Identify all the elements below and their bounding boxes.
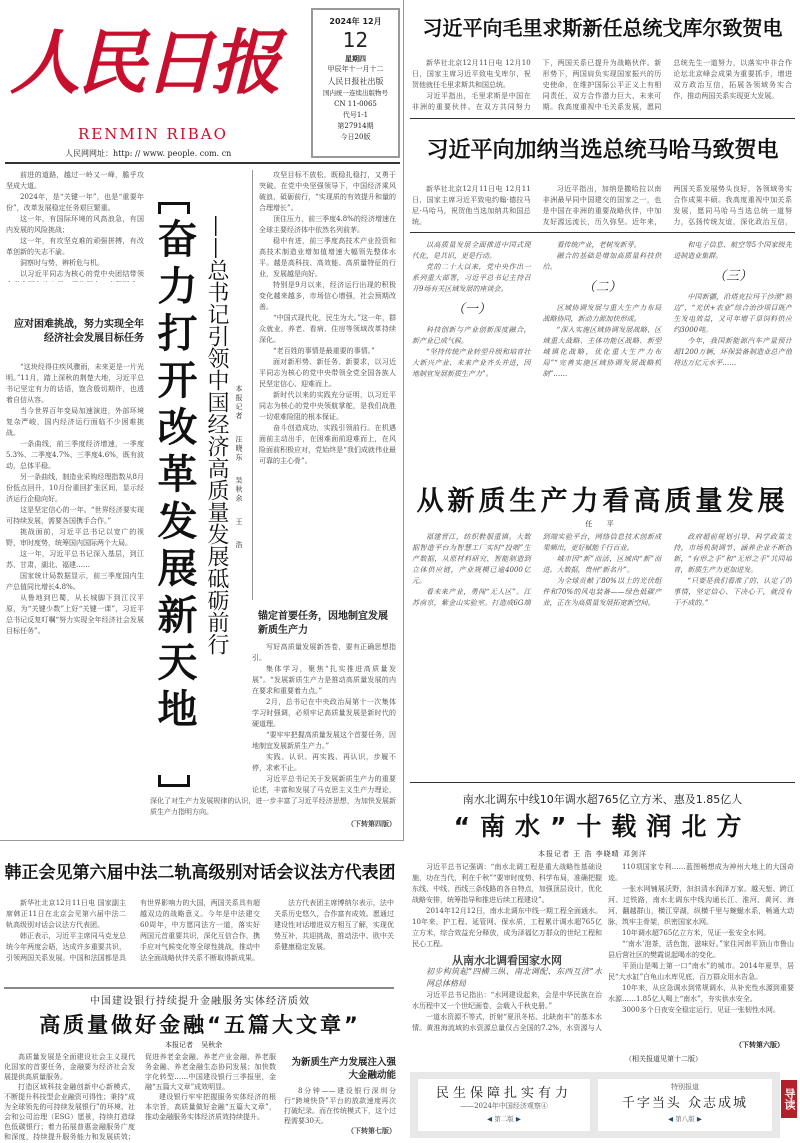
masthead-rule [5,162,400,164]
guide-badge: 导读 [781,1080,797,1118]
story1-body [412,58,792,114]
paragraph: 以高质量发展全面推进中国式现代化，是共识，更是行动。 [412,241,531,260]
paragraph: 前进的道路，越过一岭又一峰，膽乎攻坚成大道。 [6,171,144,190]
bracket-open-icon [158,202,190,214]
paragraph: 党的二十大以来，党中央作出一系列重大部署，习近平总书记主持召开9场有关区域发展的座谈会。 [412,263,531,293]
date-lunar: 甲辰年十一月十二 [327,65,384,73]
water-right-body [608,862,794,1030]
water-byline: 本报记者 王 浩 李晓晴 邓剑洋 [538,850,647,858]
paragraph: 城市因“新”而活，区域向“新”而进。大数据，贵州“新名片”。 [542,555,662,574]
paragraph: 习近平总书记指出：“水网建设起来，会是中华民族在治水历程中又一个世纪画卷，会载入千秋史册。” [412,991,602,1010]
story2-headline[interactable]: 习近平向加纳当选总统马哈马致贺电 [426,138,779,163]
commentary-bottom-body [412,532,792,776]
paragraph: 从鲁地到巴蜀，从长城脚下到江汉平原，为“关键少数”上好“关键一课”，习近平总书记反复叮嘱“努力实现全年经济社会发展目标任务”。 [6,594,144,635]
commentary-section-3: （三） [713,269,753,284]
paragraph: 新华社北京12月11日电 12月10日，国家主席习近平致电戈库尔，祝贺他就任毛里求斯共和国总统。 [412,59,531,89]
lead-section1-heading: 应对困难挑战，努力实现全年经济社会发展目标任务 [14,319,144,344]
paragraph: “中国式现代化，民生为大。”这一年，群众就业、养老、看病、住房等领域改革持续深化。 [259,314,396,344]
guide-page-nav[interactable] [418,1114,590,1123]
paragraph: 挑战面前，习近平总书记以宽广的视野，审时度势，统筹国内国际两个大局。 [6,528,144,547]
paragraph: 政府超前规划引导、科学政策支持，市场机制调节、涵养企业不断创新，“有形之手”和“无形之手”共同培育，新质生产力更加迸发。 [673,533,792,574]
lead-subtitle: ——总书记引领中国经济高质量发展砥砺前行 [204,215,229,655]
paragraph: 一张水网铺展沃野，汩汩清水润泽万家。越天堑、跨江河、过铁路，南水北调东中线沟通长江、淮河、黄河、海河，翻越群山，横江穿湖，纵横千里与蜿蜒水系，畅通大动脉，筑牢主骨架，织密国家水网。 [608,885,794,926]
water-continued[interactable]: （下转第六版） [735,1040,784,1049]
guide-item-livelihood[interactable] [418,1079,590,1131]
paragraph: 另一条曲线，制造业采购经理指数从8月份低点回升，10月份重回扩张区间，显示经济运行企稳向好。 [6,473,144,503]
ccb-body [4,1052,276,1142]
paragraph: 习近平总书记关于发展新质生产力的重要论述，丰富和发展了马克思主义生产力理论，深化了对生产力发展规律的认识，进一步丰富了习近平经济思想，为加快发展新质生产力指明方向。 [150,775,396,816]
guide-subtitle: ——2024年中国经济观察④ [460,1102,548,1110]
paragraph: 特别是9月以来，经济运行出现的积极变化越来越多，市场信心增强，社会预期改善。 [259,281,396,311]
triangle-left-icon: ◀ [668,1115,674,1123]
guide-item-special[interactable] [598,1079,772,1131]
date-weekday: 星期四 [345,54,366,63]
paragraph: 习近平总书记强调：“南水北调工程是重大战略性基础设施，功在当代，利在千秋”“要审时度势、科学布局，准确把握东线、中线、西线三条线路的各自特点，加强顶层设计，优化战略安排，统筹指导和推进后续工程建设”。 [412,863,602,904]
paragraph: 看未来产业，勇闯“无人区”。江苏南京，紫金山实验室。打造成6G端到端实验平台，网络信息技术创新成果频出，更好赋能千行百业。 [412,533,662,607]
paragraph: “只要是我们看准了的、认定了的事情，坚定信心、下决心干，就没有干不成的。” [673,577,792,607]
paragraph: 面对新形势、新任务、新要求，以习近平同志为核心的党中央带领全党全国各族人民坚定信心、迎难而上。 [259,358,396,388]
paragraph: 中国新疆，沿塔克拉玛干沙漠“锁边”，“光伏+农业”综合治沙项目既产生发电效益，又可年增干草饲料供应约3000吨。 [673,293,792,334]
paragraph: 国家统计局数据显示，前三季度国内生产总值同比增长4.8%。 [6,572,144,591]
lead-section1-body [6,362,144,836]
paragraph: 建设银行牢牢把握服务实体经济的根本宗旨，高质量做好金融“五篇大文章”，推动金融服务实体经济质效持续提升。 [145,1093,276,1121]
story1-headline[interactable]: 习近平向毛里求斯新任总统戈库尔致贺电 [422,16,783,40]
water-subdeck: 初步构筑起“四横三纵、南北调配、东西互济”水网总体格局 [426,967,602,988]
lead-section2-heading: 锚定首要任务，因地制宜发展新质生产力 [258,611,388,636]
paragraph: “深入实施区域协调发展战略、区域重大战略、主体功能区战略、新型城镇化战略，优化重大生产力布局”“完善实施区域协调发展战略机制”…… [542,326,662,378]
paragraph: 这是坚定信心的一年。“世界经济要实现可持续发展，需要各国携手合作。” [6,506,144,525]
paragraph: 福建晋江，纺织鞋服重镇。大数据智造平台为智慧工厂实时“投喂”生产数据，从原材料研究、智能制造到立体供应链，产业规模已逾4000亿元。 [412,533,531,585]
story1-rule [410,118,795,119]
water-kicker: 南水北调东中线10年调水超765亿立方米、惠及1.85亿人 [462,793,743,806]
ccb-side-body [284,1086,396,1136]
publisher: 人民日报社出版 [327,77,384,86]
page-count: 今日20版 [340,133,371,141]
paragraph: 这一年，习近平总书记深入基层，到江苏、甘肃、湖北、福建…… [6,550,144,569]
paragraph: 科技创新与产业创新深度融合，新产业已成气候。 [412,326,531,345]
masthead-pinyin: RENMIN RIBAO [78,125,228,143]
paragraph: 和电子信息、航空等5个国家级先进制造业集群。 [673,241,792,260]
ccb-headline[interactable]: 高质量做好金融“五篇大文章” [39,1013,361,1037]
guide-page: 第八版 [675,1115,695,1123]
paragraph: 攻坚目标不放松，既稳扎稳打，又勇于突破。在党中央坚强领导下，中国经济乘风破浪、砥砺前行，“实现质的有效提升和量的合理增长”。 [259,171,396,212]
paragraph: 习近平指出，加纳是撒哈拉以南非洲最早同中国建交的国家之一，也是中国在非洲的重要战略伙伴，中加友好源远流长，历久弥坚。近年来，两国关系发展势头良好，各领域务实合作成果丰硕。我高度重视中加关系发展，愿同马哈马当选总统一道努力，弘扬传统友谊，深化政治互信， [542,185,792,226]
paragraph: 奋斗创造成功，实践引领前行。在机遇面前主动出手，在困难面前迎难而上，在风险面前积极应对，党始终是“我们成就伟业最可靠的主心骨”。 [259,424,396,465]
paragraph: 看传统产业，老树发新芽。 [556,241,641,249]
commentary-headline[interactable]: 从新质生产力看高质量发展 [416,486,789,517]
story2-rule [410,232,795,233]
paragraph: 这一年，有攻坚克难的顽强拼搏，有改革创新的矢志不渝。 [6,237,144,256]
hanzheng-rule [4,987,394,989]
paragraph: 新华社北京12月11日电 国家副主席韩正11日在北京会见第六届中法二轨高级别对话会议法方代表团。 [6,899,126,929]
date-box [311,8,400,158]
paragraph: “老百姓的事情是最重要的事情。” [273,347,375,355]
paragraph: 区域协调发展与重大生产力布局战略协同，新动力源加快形成。 [542,304,662,323]
paragraph: 韩正表示，习近平主席同马克龙总统今年两度会晤，达成许多重要共识，引领两国关系发展。中国和法国都是具有世界影响力的大国，两国关系具有超越双边的战略意义。今年是中法建交60周年，中方愿同法方一道，落实好两国元首重要共识，深化互信合作，携手应对气候变化等全球性挑战，推动中法全面战略伙伴关系不断取得新成果。 [6,899,260,962]
commentary-rule [410,782,795,783]
ccb-side-heading: 为新质生产力发展注入强大金融动能 [291,1057,396,1081]
paragraph: 打造区域科技金融创新中心新模式，不断提升科技型企业融资可得性；秉持“成为全球领先的可持续发展银行”的环境、社会和公司治理（ESG）愿景，持续打造绿色低碳银行；着力拓展普惠金融服务广度和深度，持续提升服务能力和发展质效；促进养老金金融、养老产业金融、养老服务金融、养老金融生态协同发展；加快数字化转型……中国建设银行三季报里，金融“五篇大文章”成效明显。 [4,1053,276,1141]
lead-intro [6,170,144,282]
date-year-month: 2024年 12月 [329,17,382,26]
water-subhead: 从南水北调看国家水网 [452,954,562,967]
paragraph: 法方代表团主席博纳尔表示，法中关系历史悠久，合作富有成效。愿通过建设性对话增进双方相互了解，实现优势互补，共迎挑战，推动法中、欧中关系健康稳定发展。 [274,899,394,951]
paragraph: 高质量发展是全面建设社会主义现代化国家的首要任务，金融要为经济社会发展提供高质量服务。 [4,1053,135,1081]
cn-number: CN 11-0065 [334,100,377,108]
commentary-top-body [412,240,792,482]
guide-kicker: 特别报道 [671,1083,699,1091]
registration: 国内统一连续出版物号 [323,89,388,97]
ccb-continued[interactable]: （下转第七版） [347,1126,396,1135]
paragraph: 一道水资源不等式，折射“夏汛冬枯、北缺南丰”的基本水情。黄淮海流域的水资源总量仅占全国的7.2%，水资源与人 [412,1013,602,1032]
date-day: 12 [342,28,369,52]
paragraph: 2024年，是“关键一年”，也是“重要年份”，改革发展稳定任务艰巨繁重。 [6,193,144,212]
paragraph: 为全球贡献了80%以上的光伏组件和70%的风电装备——绿色低碳产业，正在为高质量发展拓宽新空间。 [542,577,662,607]
paragraph: “要牢牢把握高质量发展这个首要任务，因地制宜发展新质生产力。” [252,731,396,750]
masthead-logo: 人民日报 [10,21,278,104]
paragraph: 集体学习，聚焦“扎实推进高质量发展”。“发展新质生产力是推动高质量发展的内在要求和重要着力点。” [252,665,396,695]
paragraph: 2月，总书记在中央政治局第十一次集体学习时强调，必须牢记高质量发展是新时代的硬道理。 [252,698,396,728]
paragraph: 3000多个日夜安全稳定运行，见证一张韧性水网。 [622,1006,780,1014]
paragraph: 110项国家专利……蓝图畅想成为神州大地上的大国奇迹。 [608,863,794,882]
guide-page-nav[interactable] [598,1114,772,1123]
triangle-left-icon: ◀ [487,1115,493,1123]
ccb-kicker: 中国建设银行持续提升金融服务实体经济质效 [90,996,310,1007]
hanzheng-headline[interactable]: 韩正会见第六届中法二轨高级别对话会议法方代表团 [4,863,396,883]
paragraph: 实践、认识、再实践、再认识，步履不停，求索不止。 [252,753,396,772]
paragraph: “坚持传统产业转型升级和培育壮大新兴产业、未来产业齐头并进，因地制宜发展新质生产力”。 [412,348,531,378]
lead-continued[interactable]: （下转第四版） [347,819,396,828]
commentary-byline: 任 平 [585,520,620,528]
paragraph: “‘南水’泡茶，活色饱，滋味好。”家住河南平顶山市鲁山县后营社区的樊霞说起喝水的变化。 [608,940,794,959]
paragraph: 以习近平同志为核心的党中央团结带领 [20,270,144,278]
paragraph: “这块经得住疾风骤雨，未来更是一片光明。”11月，踏上深秋的荆楚大地，习近平总书记坚定有力的话语，饱含殷切期许，也透着自信从容。 [6,363,144,404]
code-number: 代号1-1 [342,111,369,119]
paragraph: 2014年12月12日，南水北调东中线一期工程全面通水。10年来，护工程、延管网、保水质，工程累计调水超765亿立方米，综合效益充分释放，成为泽福亿万群众的世纪工程和民心工程。 [412,907,602,948]
lead-bottom-rule [0,840,404,841]
masthead-website[interactable]: 人民网网址：http: // www. people. com. cn [65,149,232,158]
guide-title: 民生保障扎实有力 [435,1086,572,1101]
paragraph: 写好高质量发展新答卷，要有正确思想指引。 [252,643,396,662]
vertical-divider [403,0,404,840]
water-headline[interactable]: “南水”十载润北方 [453,812,752,841]
water-related[interactable]: （相关报道见第十二版） [625,1055,702,1063]
commentary-section-1: （一） [451,302,491,317]
hanzheng-body [6,898,394,982]
paragraph: 10年来，从应急调水到常规调水，从补充性水源到重要水源……1.85亿人喝上“南水”，夯实供水安全。 [608,984,794,1003]
paragraph: 8分钟——建设银行深圳分行“跨境快贷”平台的放款速度再次打破纪录。而在传统模式下，这个过程需要30天。 [284,1087,396,1125]
paragraph: 洞察时与势，辨析危与机。 [20,259,104,267]
paragraph: 融合的基础是增加高质量科技供给。 [542,252,662,271]
lead-headline[interactable]: 奋力打开改革发展新天地 [151,218,197,735]
paragraph: 10年调水超765亿立方米，见证一张安全水网。 [622,929,771,937]
paragraph: 一条曲线，前三季度经济增速，一季度5.3%、二季度4.7%、三季度4.6%，既有波动，总体平稳。 [6,440,144,470]
paragraph: 今年，我国新能源汽车产量预计超1200万辆，环保装备制造业总产值将达万亿元水平…… [673,337,792,367]
headline-float-spacer [150,642,252,794]
paragraph: 新华社北京12月11日电 12月11日，国家主席习近平致电约翰·德拉马尼·马哈马，祝贺他当选加纳共和国总统。 [412,185,531,226]
paragraph: 顶住压力，前三季度4.8%的经济增速在全球主要经济体中依然名列前茅。 [259,215,396,234]
triangle-right-icon: ▶ [696,1115,702,1123]
issue-number: 第27914期 [337,122,374,130]
lead-section2-body [150,642,396,836]
paragraph: 稳中有进，前三季度高技术产业投资和高技术制造业增加值增速大幅领先整体水平。越是高科技、高效能、高质量特征的行业，发展越是向好。 [259,237,396,278]
ccb-byline: 本报记者 吴秋余 [165,1041,223,1049]
paragraph: 习近平指出，毛里求斯是中国在非洲的重要伙伴。在双方共同努力下，两国关系已提升为战略伙伴。新形势下，两国肩负实现国家振兴的历史使命，在维护国际公平正义上有相同责任，双方合作潜力巨大、未来可期。我高度重视中毛关系发展，愿同总统先生一道努力，以落实中非合作论坛北京峰会成果为重要抓手，增进双方政治互信，拓展各领域务实合作，推动两国关系实现更大发展。 [412,59,792,111]
commentary-section-2: （二） [582,280,622,295]
paragraph: 这一年，有国际环境的风高浪急，有国内发展的风险挑战； [6,215,144,234]
paragraph: 平顶山是喝上第一口“南水”的城市。2014年夏旱，居民“大水缸”白龟山水库见底，百万群众用水告急。 [608,962,794,981]
guide-page: 第二版 [494,1115,514,1123]
paragraph: 新时代以来的实践充分证明，以习近平同志为核心的党中央领航掌舵，是我们战胜一切艰难险阻的根本保证。 [259,391,396,421]
water-left-body [412,862,602,1032]
lead-right-body [252,170,396,600]
guide-box [410,1072,780,1138]
lead-byline: 本报记者 汪晓东 吴秋余 王 浩 [235,385,243,550]
paragraph: 当今世界百年变局加速演进，外部环境复杂严峻，国内经济运行面临不少困难挑战。 [6,407,144,437]
guide-title: 千字当头 众志成城 [621,1096,749,1111]
triangle-right-icon: ▶ [515,1115,521,1123]
story2-body [412,184,792,229]
